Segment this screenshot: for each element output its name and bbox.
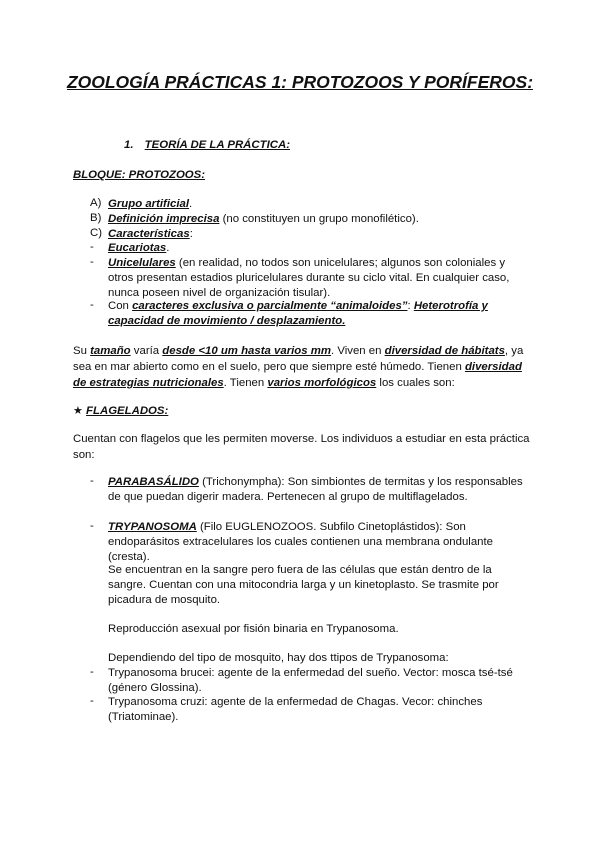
list-marker: A) (90, 197, 102, 209)
section-label: TEORÍA DE LA PRÁCTICA: (144, 139, 291, 151)
list-marker: C) (90, 227, 103, 239)
item-term: caracteres exclusiva o parcialmente “animaloides” (132, 300, 408, 312)
size-paragraph: Su tamaño varía desde <10 um hasta varios mm. Viven en diversidad de hábitats, ya sea en mar abierto como en el suelo, pero que siempre esté húmedo. Tienen diversidad de estrategias nutricionales. Tienen varios morfológicos los cuales son: (73, 345, 524, 389)
page-title: ZOOLOGÍA PRÁCTICAS 1: PROTOZOOS Y PORÍFEROS: (66, 72, 534, 92)
flagelados-heading (73, 403, 168, 419)
item-term: Grupo artificial (108, 198, 190, 210)
list-marker: - (90, 666, 94, 678)
section-number: 1. (124, 139, 134, 151)
organism-description: (Trichonympha): Son simbiontes de termitas y los responsables de que puedan digerir madera. Pertenecen al grupo de multiflagelados. (108, 476, 523, 503)
list-item-text: Trypanosoma brucei: agente de la enfermedad del sueño. Vector: mosca tsé-tsé (género Glossina). (108, 667, 513, 694)
item-text: (en realidad, no todos son unicelulares; algunos son coloniales y otros presentan estadios pluricelulares durante su ciclo vital. En cualquier caso, nunca poseen nivel de organización tisular). (108, 257, 510, 299)
item-text: (no constituyen un grupo monofilético). (219, 213, 419, 225)
habitat-paragraph: Se encuentran en la sangre pero fuera de las células que están dentro de la sangre. Cuentan con una mitocondria larga y un kinetoplasto. Se trasmite por picadura de mosquito. (108, 564, 499, 606)
list-marker: - (90, 299, 94, 311)
list-marker: B) (90, 212, 102, 224)
item-term: Características (108, 228, 190, 240)
item-text: : (189, 228, 193, 240)
organism-description: (Filo EUGLENOZOOS. Subfilo Cinetoplástidos): Son endoparásitos extracelulares los cuales contienen una membrana ondulante (cresta). (108, 521, 493, 563)
reproduction-paragraph: Reproducción asexual por fisión binaria en Trypanosoma. (108, 623, 399, 635)
bloque-heading: BLOQUE: PROTOZOOS: (73, 169, 206, 181)
item-text: . (166, 242, 170, 254)
types-paragraph: Dependiendo del tipo de mosquito, hay dos ttipos de Trypanosoma: (108, 652, 449, 664)
item-text: : (407, 300, 414, 312)
list-marker: - (90, 241, 94, 253)
flagelados-label: FLAGELADOS: (86, 405, 169, 417)
list-marker: - (90, 256, 94, 268)
star-icon: ★ (73, 404, 83, 417)
item-term: Heterotrofía y capacidad de movimiento / desplazamiento. (108, 300, 488, 327)
list-item-text: Trypanosoma cruzi: agente de la enfermedad de Chagas. Vecor: chinches (Triatominae). (108, 696, 483, 723)
item-term: Eucariotas (108, 242, 167, 254)
list-marker: - (90, 475, 94, 487)
organism-name: TRYPANOSOMA (108, 521, 197, 533)
organism-name: PARABASÁLIDO (108, 476, 199, 488)
list-marker: - (90, 520, 94, 532)
list-marker: - (90, 695, 94, 707)
intro-paragraph: Cuentan con flagelos que les permiten moverse. Los individuos a estudiar en esta práctica son: (73, 433, 530, 461)
item-text: . (189, 198, 193, 210)
item-term: Unicelulares (108, 257, 176, 269)
item-text: Con (108, 300, 133, 312)
item-term: Definición imprecisa (108, 213, 220, 225)
section-heading (124, 138, 290, 153)
